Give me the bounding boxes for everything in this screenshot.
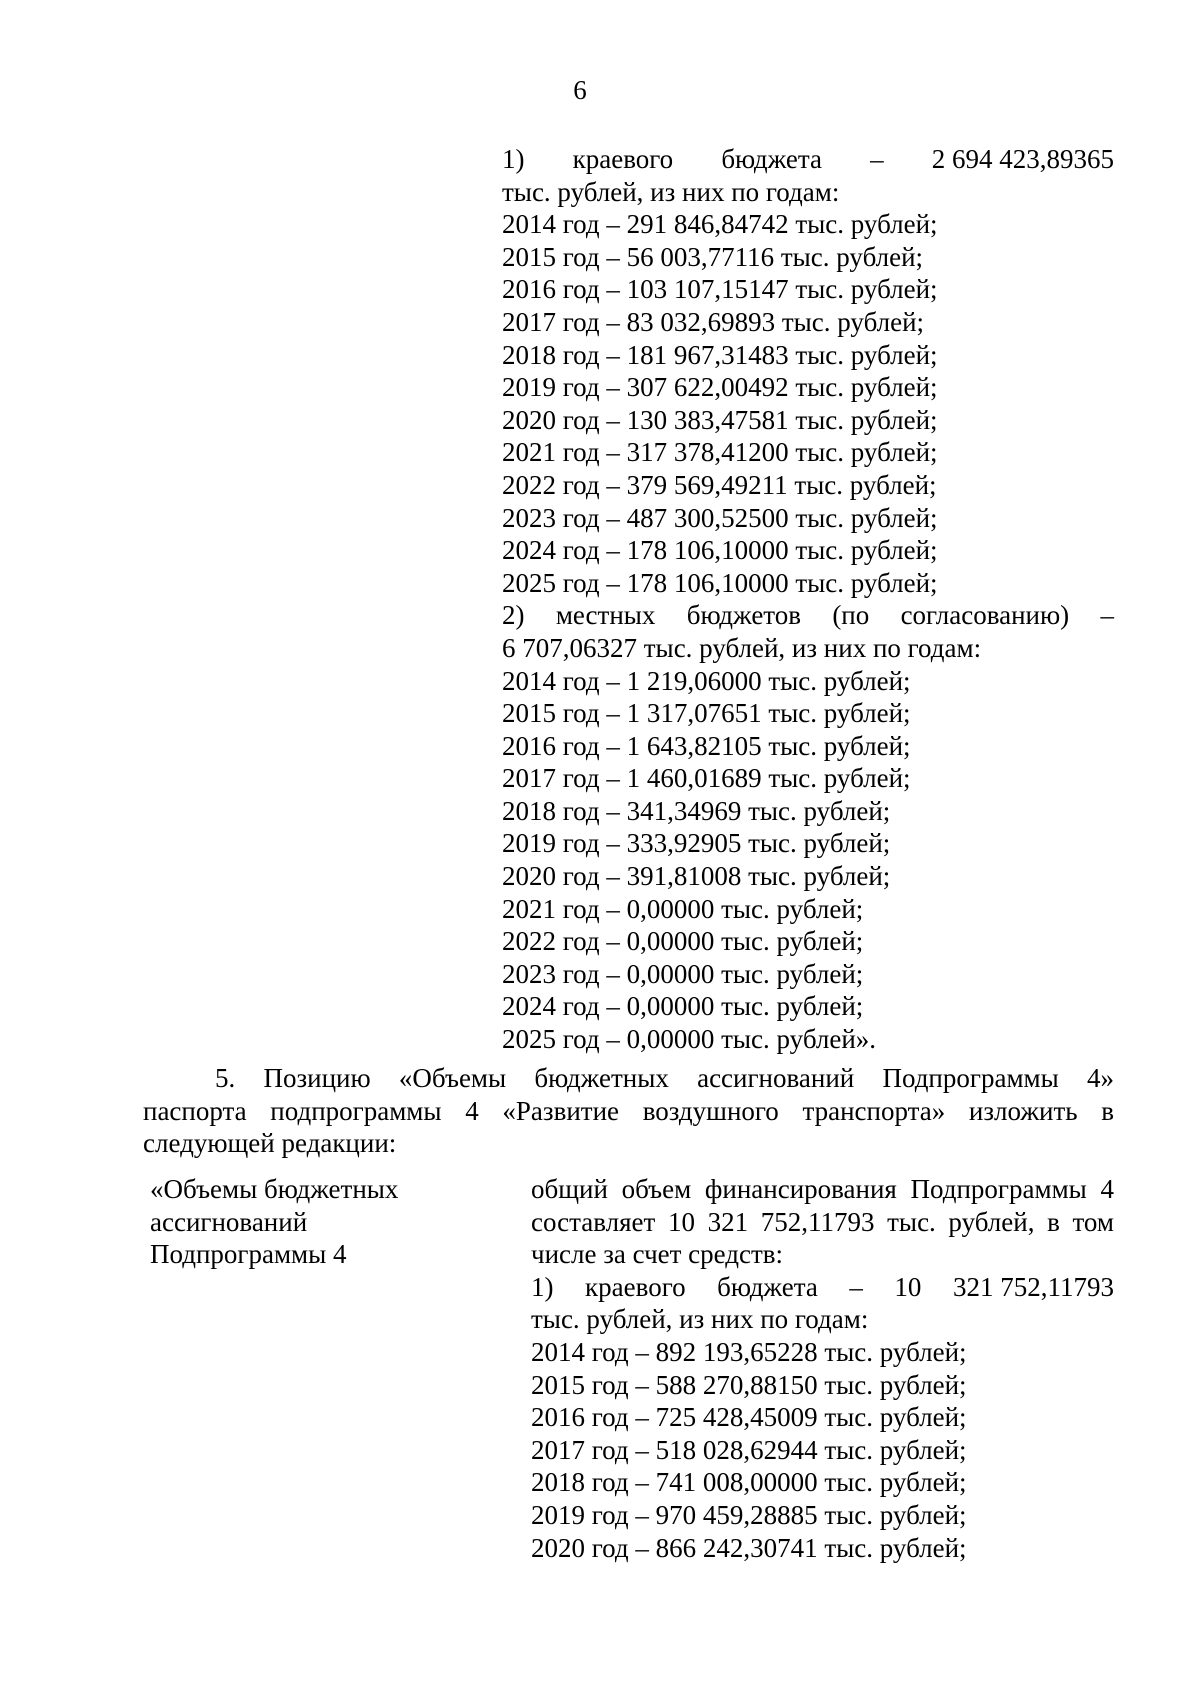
year-line: 2020 год – 130 383,47581 тыс. рублей;	[502, 404, 938, 435]
year-line: 2014 год – 291 846,84742 тыс. рублей;	[502, 209, 938, 240]
year-line: 2018 год – 341,34969 тыс. рублей;	[502, 795, 891, 826]
paragraph-5-line-1: 5. Позицию «Объемы бюджетных ассигнований Подпрограммы 4»	[215, 1063, 1114, 1093]
table-regional-budget-header-line: 1) краевого бюджета – 10 321 752,11793	[531, 1271, 1114, 1302]
year-line: 2014 год – 892 193,65228 тыс. рублей;	[531, 1336, 967, 1367]
year-line: 2023 год – 0,00000 тыс. рублей;	[502, 958, 864, 989]
year-line: 2024 год – 178 106,10000 тыс. рублей;	[502, 535, 938, 566]
local-budget-years-list	[502, 665, 1114, 1056]
year-line: 2015 год – 588 270,88150 тыс. рублей;	[531, 1369, 967, 1400]
year-line: 2018 год – 181 967,31483 тыс. рублей;	[502, 339, 938, 370]
table-right-intro-line-1: общий объем финансирования Подпрограммы 4	[531, 1174, 1114, 1204]
paragraph-5	[143, 1062, 1114, 1160]
year-line: 2022 год – 379 569,49211 тыс. рублей;	[502, 469, 937, 500]
table-regional-budget-header-line2: тыс. рублей, из них по годам:	[531, 1304, 869, 1335]
funding-list-right-column	[502, 143, 1114, 1056]
regional-budget-years-list	[502, 208, 1114, 599]
local-budget-header-line2: 6 707,06327 тыс. рублей, из них по годам:	[502, 632, 982, 663]
table-left-cell	[150, 1173, 470, 1271]
table-right-intro-line-3: числе за счет средств:	[531, 1239, 784, 1270]
regional-budget-header-line2: тыс. рублей, из них по годам:	[502, 176, 840, 207]
year-line: 2019 год – 333,92905 тыс. рублей;	[502, 828, 891, 859]
year-line: 2021 год – 317 378,41200 тыс. рублей;	[502, 437, 938, 468]
year-line: 2021 год – 0,00000 тыс. рублей;	[502, 893, 864, 924]
table-years-list	[531, 1336, 1114, 1564]
page-number: 6	[573, 75, 587, 105]
year-line: 2016 год – 725 428,45009 тыс. рублей;	[531, 1402, 967, 1433]
table-right-cell	[531, 1173, 1114, 1564]
year-line: 2016 год – 1 643,82105 тыс. рублей;	[502, 730, 911, 761]
table-left-line-1: «Объемы бюджетных	[150, 1174, 399, 1204]
year-line: 2020 год – 866 242,30741 тыс. рублей;	[531, 1532, 967, 1563]
year-line: 2017 год – 518 028,62944 тыс. рублей;	[531, 1434, 967, 1465]
year-line: 2024 год – 0,00000 тыс. рублей;	[502, 991, 864, 1022]
year-line: 2019 год – 970 459,28885 тыс. рублей;	[531, 1499, 967, 1530]
year-line: 2019 год – 307 622,00492 тыс. рублей;	[502, 372, 938, 403]
year-line: 2015 год – 56 003,77116 тыс. рублей;	[502, 241, 924, 272]
local-budget-header-line: 2) местных бюджетов (по согласованию) –	[502, 600, 1114, 631]
year-line: 2023 год – 487 300,52500 тыс. рублей;	[502, 502, 938, 533]
year-line: 2020 год – 391,81008 тыс. рублей;	[502, 861, 891, 892]
year-line: 2017 год – 83 032,69893 тыс. рублей;	[502, 306, 925, 337]
paragraph-5-line-3: следующей редакции:	[143, 1128, 397, 1159]
year-line: 2025 год – 178 106,10000 тыс. рублей;	[502, 567, 938, 598]
paragraph-5-line-2: паспорта подпрограммы 4 «Развитие воздушного транспорта» изложить в	[143, 1095, 1114, 1126]
table-right-intro-line-2: составляет 10 321 752,11793 тыс. рублей, в том	[531, 1206, 1114, 1237]
table-left-line-3: Подпрограммы 4	[150, 1239, 347, 1270]
year-line: 2017 год – 1 460,01689 тыс. рублей;	[502, 763, 911, 794]
year-line: 2015 год – 1 317,07651 тыс. рублей;	[502, 698, 911, 729]
year-line: 2025 год – 0,00000 тыс. рублей».	[502, 1024, 877, 1055]
year-line: 2018 год – 741 008,00000 тыс. рублей;	[531, 1467, 967, 1498]
year-line: 2022 год – 0,00000 тыс. рублей;	[502, 926, 864, 957]
table-left-line-2: ассигнований	[150, 1206, 308, 1237]
year-line: 2016 год – 103 107,15147 тыс. рублей;	[502, 274, 938, 305]
year-line: 2014 год – 1 219,06000 тыс. рублей;	[502, 665, 911, 696]
regional-budget-header-line: 1) краевого бюджета – 2 694 423,89365	[502, 144, 1114, 174]
